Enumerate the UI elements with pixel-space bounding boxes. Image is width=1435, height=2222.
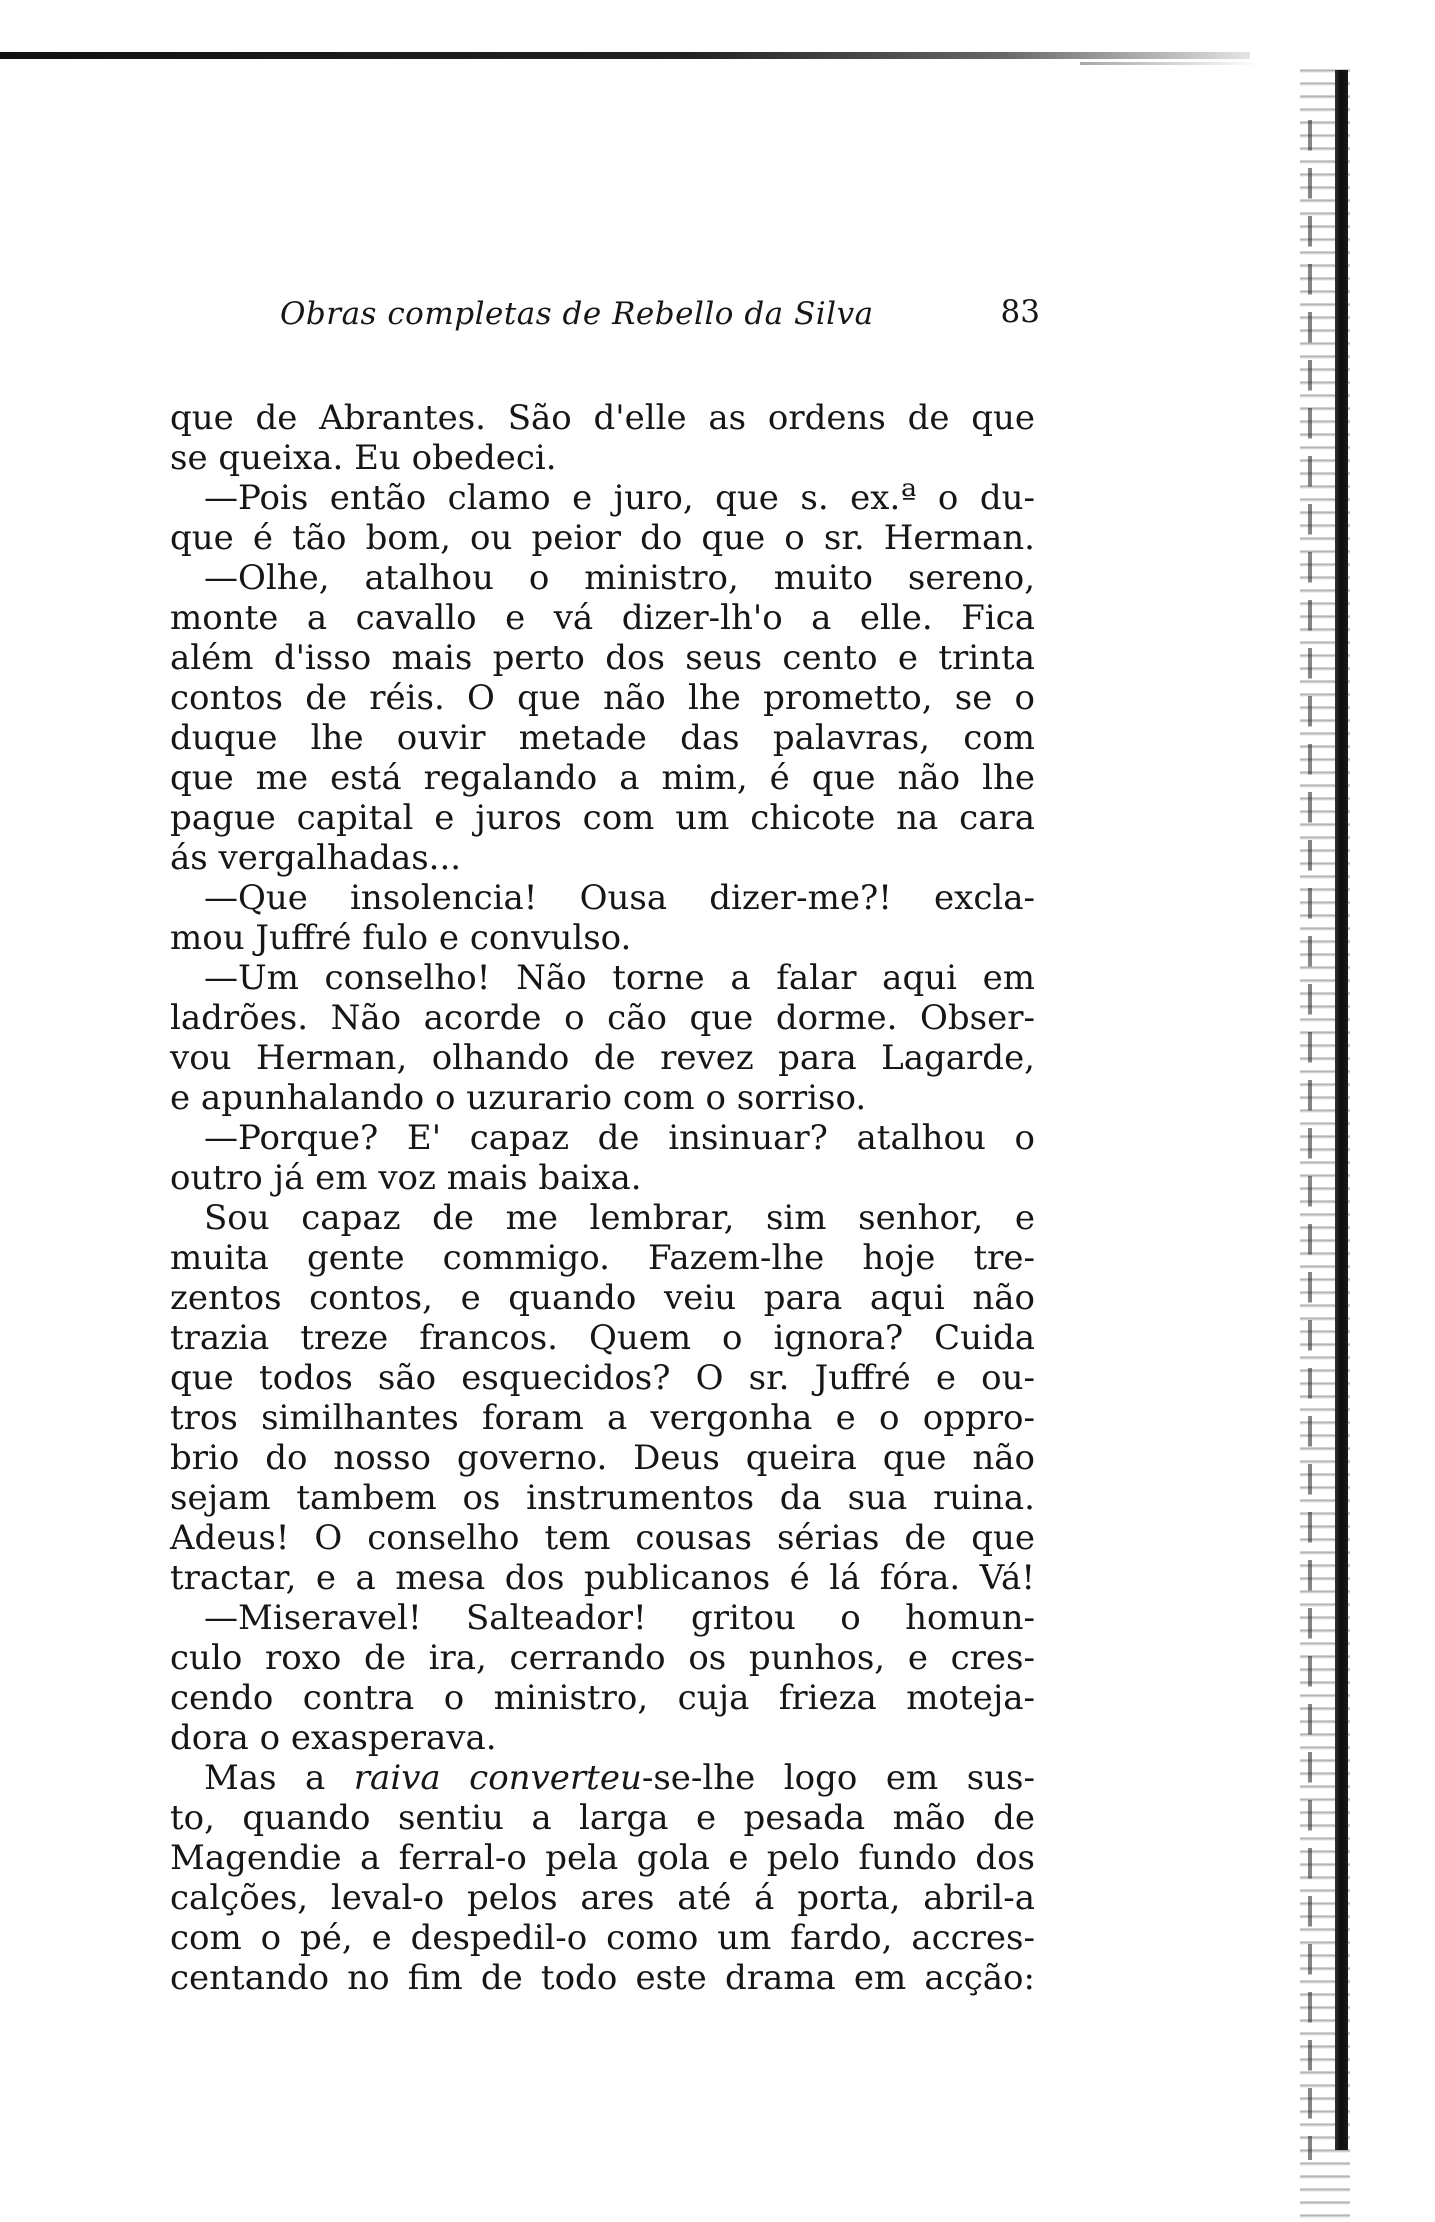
text-line: que todos são esquecidos? O sr. Juffré e ou-: [170, 1358, 1035, 1398]
italic-fragment: raiva converteu: [353, 1758, 642, 1798]
text-line: que de Abrantes. São d'elle as ordens de que: [170, 398, 1035, 438]
page-header: [170, 290, 1040, 340]
text-line: —Que insolencia! Ousa dizer-me?! excla-: [204, 878, 1035, 918]
text-line: zentos contos, e quando veiu para aqui não: [170, 1278, 1035, 1318]
text-line: e apunhalando o uzurario com o sorriso.: [170, 1078, 867, 1118]
text-line: —Porque? E' capaz de insinuar? atalhou o: [204, 1118, 1035, 1158]
text-line: ladrões. Não acorde o cão que dorme. Obser-: [170, 998, 1035, 1038]
body-text: [170, 398, 1035, 1998]
text-fragment: -se-lhe logo em sus-: [641, 1758, 1035, 1798]
text-line: dora o exasperava.: [170, 1718, 497, 1758]
text-line: com o pé, e despedil-o como um fardo, accres-: [170, 1918, 1035, 1958]
text-line: muita gente commigo. Fazem-lhe hoje tre-: [170, 1238, 1035, 1278]
text-line: calções, leval-o pelos ares até á porta, abril-a: [170, 1878, 1035, 1918]
text-line: que me está regalando a mim, é que não lhe: [170, 758, 1035, 798]
top-rule-fade: [1080, 62, 1260, 65]
text-line: pague capital e juros com um chicote na cara: [170, 798, 1035, 838]
text-line: —Pois então clamo e juro, que s. ex.ª o du-: [204, 478, 1035, 518]
text-line: vou Herman, olhando de revez para Lagarde,: [170, 1038, 1035, 1078]
text-line: brio do nosso governo. Deus queira que não: [170, 1438, 1035, 1478]
text-line: Adeus! O conselho tem cousas sérias de que: [170, 1518, 1035, 1558]
text-line-mixed: [170, 1758, 1035, 1798]
text-line: —Olhe, atalhou o ministro, muito sereno,: [204, 558, 1035, 598]
text-line: tractar, e a mesa dos publicanos é lá fóra. Vá!: [170, 1558, 1035, 1598]
text-line: contos de réis. O que não lhe prometto, se o: [170, 678, 1035, 718]
text-line: —Um conselho! Não torne a falar aqui em: [204, 958, 1035, 998]
text-line: monte a cavallo e vá dizer-lh'o a elle. Fica: [170, 598, 1035, 638]
text-line: —Miseravel! Salteador! gritou o homun-: [204, 1598, 1035, 1638]
page-number: 83: [1000, 294, 1040, 330]
text-line: Magendie a ferral-o pela gola e pelo fundo dos: [170, 1838, 1035, 1878]
text-line: tros similhantes foram a vergonha e o oppro-: [170, 1398, 1035, 1438]
text-line: trazia treze francos. Quem o ignora? Cuida: [170, 1318, 1035, 1358]
text-line: Sou capaz de me lembrar, sim senhor, e: [204, 1198, 1035, 1238]
text-line: se queixa. Eu obedeci.: [170, 438, 557, 478]
text-line: outro já em voz mais baixa.: [170, 1158, 642, 1198]
book-spine-gutter: [1335, 70, 1348, 2150]
top-rule: [0, 52, 1250, 59]
book-spine-edge: [1308, 120, 1312, 2160]
text-line: mou Juffré fulo e convulso.: [170, 918, 632, 958]
running-title: Obras completas de Rebello da Silva: [280, 296, 874, 332]
text-line: duque lhe ouvir metade das palavras, com: [170, 718, 1035, 758]
text-line: que é tão bom, ou peior do que o sr. Herman.: [170, 518, 1035, 558]
text-line: centando no fim de todo este drama em acção:: [170, 1958, 1035, 1998]
text-line: sejam tambem os instrumentos da sua ruina.: [170, 1478, 1035, 1518]
text-line: cendo contra o ministro, cuja frieza moteja-: [170, 1678, 1035, 1718]
text-line: to, quando sentiu a larga e pesada mão de: [170, 1798, 1035, 1838]
text-fragment: Mas a: [204, 1758, 354, 1798]
text-line: além d'isso mais perto dos seus cento e trinta: [170, 638, 1035, 678]
text-line: ás vergalhadas...: [170, 838, 462, 878]
text-line: culo roxo de ira, cerrando os punhos, e cres-: [170, 1638, 1035, 1678]
